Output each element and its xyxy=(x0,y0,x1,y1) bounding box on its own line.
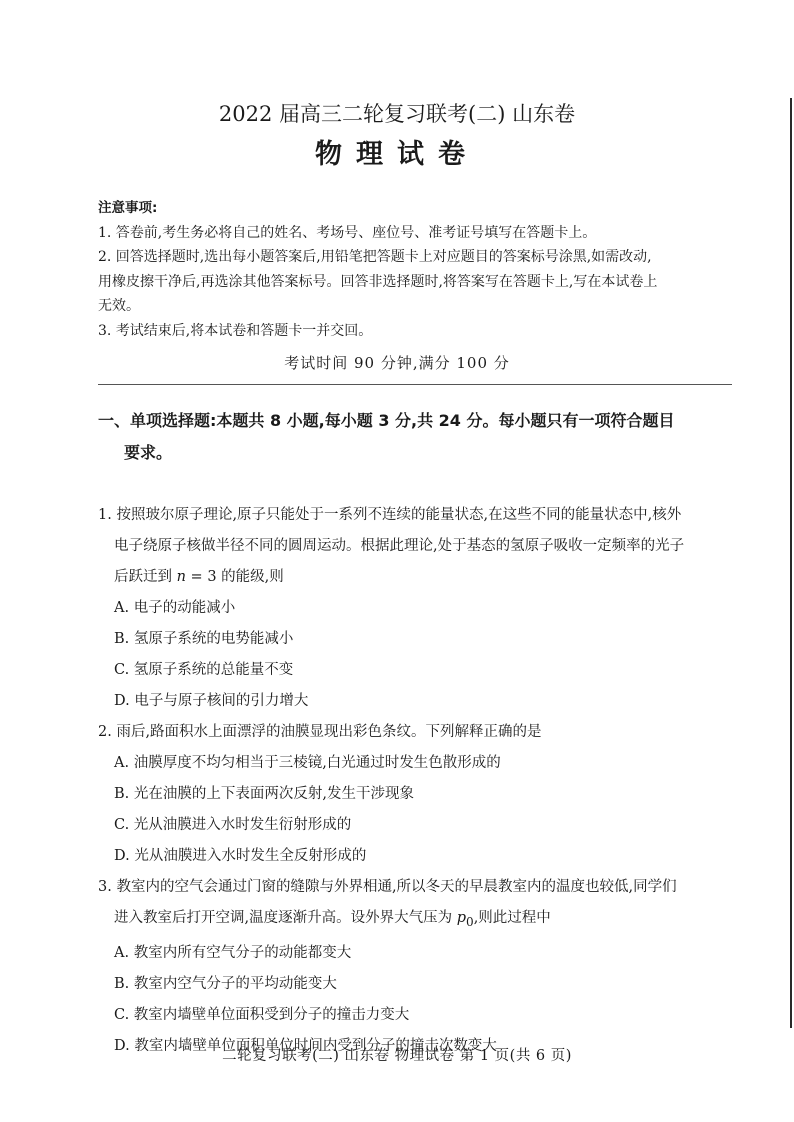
question-2-stem-line-1: 2. 雨后,路面积水上面漂浮的油膜显现出彩色条纹。下列解释正确的是 xyxy=(98,724,542,740)
instruction-item-3: 3. 考试结束后,将本试卷和答题卡一并交回。 xyxy=(98,322,373,339)
question-1-stem-line-3 xyxy=(98,562,734,593)
instruction-item-2-line-1: 2. 回答选择题时,选出每小题答案后,用铅笔把答题卡上对应题目的答案标号涂黑,如需改动, xyxy=(98,249,652,265)
instruction-item-2-line-2: 用橡皮擦干净后,再选涂其他答案标号。回答非选择题时,将答案写在答题卡上,写在本试卷上 xyxy=(98,273,658,290)
question-3-option-a: A. 教室内所有空气分子的动能都变大 xyxy=(114,944,352,961)
question-3-option-c: C. 教室内墙壁单位面积受到分子的撞击力变大 xyxy=(114,1006,410,1023)
binding-edge-line xyxy=(790,98,792,1028)
divider xyxy=(98,384,732,385)
stem-text: ,则此过程中 xyxy=(473,910,551,926)
question-1-stem-line-2: 电子绕原子核做半径不同的圆周运动。根据此理论,处于基态的氢原子吸收一定频率的光子 xyxy=(114,538,685,554)
question-3-option-b: B. 教室内空气分子的平均动能变大 xyxy=(114,975,337,992)
question-3 xyxy=(98,872,734,1062)
question-2-option-b: B. 光在油膜的上下表面两次反射,发生干涉现象 xyxy=(114,786,414,802)
question-3-stem-line-1: 3. 教室内的空气会通过门窗的缝隙与外界相通,所以冬天的早晨教室内的温度也较低,同学们 xyxy=(98,879,677,895)
stem-text: 进入教室后打开空调,温度逐渐升高。设外界大气压为 xyxy=(114,910,457,926)
question-1 xyxy=(98,500,734,717)
instruction-item-2-line-3: 无效。 xyxy=(98,298,140,314)
instructions-heading: 注意事项: xyxy=(98,200,158,216)
question-1-option-a: A. 电子的动能减小 xyxy=(114,600,236,616)
question-3-option-d: D. 教室内墙壁单位面积单位时间内受到分子的撞击次数变大 xyxy=(114,1037,497,1054)
instructions xyxy=(98,196,734,343)
instruction-item-1: 1. 答卷前,考生务必将自己的姓名、考场号、座位号、准考证号填写在答题卡上。 xyxy=(98,224,597,241)
section-heading-line-1: 一、单项选择题:本题共 8 小题,每小题 3 分,共 24 分。每小题只有一项符合题目 xyxy=(98,411,675,430)
question-2-option-a: A. 油膜厚度不均匀相当于三棱镜,白光通过时发生色散形成的 xyxy=(114,755,501,771)
stem-text: 后跃迁到 xyxy=(114,569,177,585)
question-2 xyxy=(98,717,734,872)
question-1-stem-line-1: 1. 按照玻尔原子理论,原子只能处于一系列不连续的能量状态,在这些不同的能量状态中,核外 xyxy=(98,507,682,523)
question-2-option-d: D. 光从油膜进入水时发生全反射形成的 xyxy=(114,848,367,864)
variable-n: n xyxy=(176,569,186,585)
question-2-option-c: C. 光从油膜进入水时发生衍射形成的 xyxy=(114,817,352,833)
question-1-option-d: D. 电子与原子核间的引力增大 xyxy=(114,693,309,709)
variable-p-subscript: 0 xyxy=(466,914,474,929)
page-footer: 二轮复习联考(二) 山东卷 物理试卷 第 1 页(共 6 页) xyxy=(222,1048,572,1064)
exam-title: 2022 届高三二轮复习联考(二) 山东卷 xyxy=(218,102,576,126)
question-list xyxy=(98,500,734,1062)
exam-time: 考试时间 90 分钟,满分 100 分 xyxy=(284,354,510,372)
question-1-option-b: B. 氢原子系统的电势能减小 xyxy=(114,631,294,647)
stem-text: = 3 的能级,则 xyxy=(185,569,284,585)
question-1-option-c: C. 氢原子系统的总能量不变 xyxy=(114,662,294,678)
subject-title: 物理试卷 xyxy=(315,139,479,170)
variable-p: p xyxy=(456,910,467,926)
section-heading-line-2: 要求。 xyxy=(124,443,173,462)
section-heading xyxy=(98,405,738,469)
question-3-stem-line-2 xyxy=(98,903,734,938)
